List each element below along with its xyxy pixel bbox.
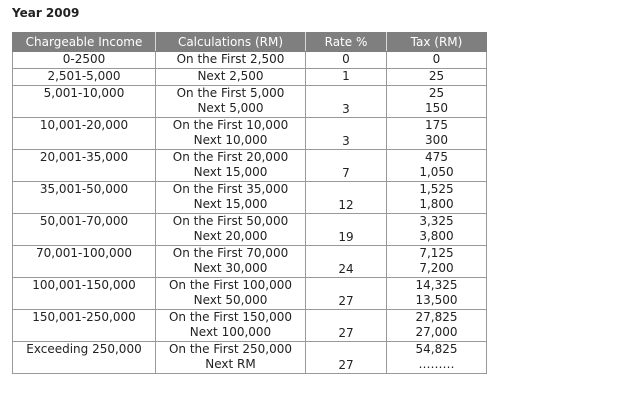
tax-cell bbox=[387, 214, 487, 246]
tax-line: 3,325 bbox=[419, 214, 454, 228]
calculation-line: On the First 150,000 bbox=[168, 310, 293, 324]
tax-cell bbox=[387, 310, 487, 342]
tax-line: 25 bbox=[428, 69, 445, 83]
calculation-line: Next 20,000 bbox=[193, 229, 268, 243]
rate-cell: 3 bbox=[306, 118, 387, 150]
tax-line: 300 bbox=[425, 133, 448, 147]
tax-line: ……… bbox=[418, 357, 455, 371]
tax-line: 27,825 bbox=[415, 310, 458, 324]
calculation-line: On the First 250,000 bbox=[168, 342, 293, 356]
tax-line: 150 bbox=[425, 101, 448, 115]
calculation-line: Next 30,000 bbox=[193, 261, 268, 275]
calculation-line: On the First 5,000 bbox=[176, 86, 285, 100]
tax-cell bbox=[387, 342, 487, 374]
calculation-cell bbox=[156, 69, 306, 86]
header-tax: Tax (RM) bbox=[387, 33, 487, 52]
tax-line: 0 bbox=[432, 52, 441, 66]
tax-cell bbox=[387, 246, 487, 278]
income-cell: 70,001-100,000 bbox=[13, 246, 156, 278]
table-row bbox=[13, 118, 487, 150]
income-cell: 35,001-50,000 bbox=[13, 182, 156, 214]
calculation-line: Next 50,000 bbox=[193, 293, 268, 307]
table-row bbox=[13, 342, 487, 374]
rate-cell: 1 bbox=[306, 69, 387, 86]
tax-cell bbox=[387, 118, 487, 150]
tax-line: 475 bbox=[425, 150, 448, 164]
income-cell: 10,001-20,000 bbox=[13, 118, 156, 150]
calculation-cell bbox=[156, 86, 306, 118]
tax-cell bbox=[387, 278, 487, 310]
calculation-cell bbox=[156, 182, 306, 214]
tax-cell bbox=[387, 182, 487, 214]
calculation-line: Next 10,000 bbox=[193, 133, 268, 147]
tax-line: 1,050 bbox=[419, 165, 454, 179]
calculation-cell bbox=[156, 150, 306, 182]
header-calculations: Calculations (RM) bbox=[156, 33, 306, 52]
tax-line: 25 bbox=[428, 86, 445, 100]
calculation-cell bbox=[156, 118, 306, 150]
calculation-line: On the First 2,500 bbox=[176, 52, 285, 66]
table-body bbox=[13, 52, 487, 374]
rate-cell: 0 bbox=[306, 52, 387, 69]
table-row bbox=[13, 86, 487, 118]
tax-line: 7,125 bbox=[419, 246, 454, 260]
table-row bbox=[13, 246, 487, 278]
tax-cell bbox=[387, 150, 487, 182]
calculation-line: On the First 35,000 bbox=[172, 182, 289, 196]
income-cell: 5,001-10,000 bbox=[13, 86, 156, 118]
table-row bbox=[13, 182, 487, 214]
rate-cell: 27 bbox=[306, 342, 387, 374]
income-cell: 0-2500 bbox=[13, 52, 156, 69]
calculation-cell bbox=[156, 52, 306, 69]
table-header-row bbox=[13, 33, 487, 52]
tax-line: 13,500 bbox=[415, 293, 458, 307]
calculation-line: On the First 70,000 bbox=[172, 246, 289, 260]
tax-cell bbox=[387, 52, 487, 69]
tax-cell bbox=[387, 69, 487, 86]
calculation-cell bbox=[156, 246, 306, 278]
calculation-line: Next RM bbox=[205, 357, 256, 371]
calculation-line: Next 2,500 bbox=[197, 69, 264, 83]
calculation-line: On the First 20,000 bbox=[172, 150, 289, 164]
calculation-line: On the First 100,000 bbox=[168, 278, 293, 292]
table-row bbox=[13, 278, 487, 310]
rate-cell: 27 bbox=[306, 310, 387, 342]
rate-cell: 3 bbox=[306, 86, 387, 118]
income-cell: 150,001-250,000 bbox=[13, 310, 156, 342]
tax-line: 54,825 bbox=[415, 342, 458, 356]
rate-cell: 24 bbox=[306, 246, 387, 278]
rate-cell: 27 bbox=[306, 278, 387, 310]
table-row bbox=[13, 150, 487, 182]
calculation-cell bbox=[156, 310, 306, 342]
calculation-cell bbox=[156, 214, 306, 246]
calculation-line: Next 15,000 bbox=[193, 165, 268, 179]
income-cell: Exceeding 250,000 bbox=[13, 342, 156, 374]
table-row bbox=[13, 69, 487, 86]
tax-line: 27,000 bbox=[415, 325, 458, 339]
tax-line: 175 bbox=[425, 118, 448, 132]
calculation-line: Next 5,000 bbox=[197, 101, 264, 115]
rate-cell: 19 bbox=[306, 214, 387, 246]
calculation-cell bbox=[156, 342, 306, 374]
calculation-line: Next 15,000 bbox=[193, 197, 268, 211]
calculation-line: On the First 50,000 bbox=[172, 214, 289, 228]
table-row bbox=[13, 310, 487, 342]
header-chargeable-income: Chargeable Income bbox=[13, 33, 156, 52]
tax-rate-table bbox=[12, 32, 487, 374]
rate-cell: 12 bbox=[306, 182, 387, 214]
income-cell: 2,501-5,000 bbox=[13, 69, 156, 86]
calculation-line: On the First 10,000 bbox=[172, 118, 289, 132]
rate-cell: 7 bbox=[306, 150, 387, 182]
income-cell: 20,001-35,000 bbox=[13, 150, 156, 182]
table-row bbox=[13, 52, 487, 69]
calculation-cell bbox=[156, 278, 306, 310]
income-cell: 100,001-150,000 bbox=[13, 278, 156, 310]
page-title: Year 2009 bbox=[12, 6, 80, 20]
tax-line: 14,325 bbox=[415, 278, 458, 292]
tax-line: 1,800 bbox=[419, 197, 454, 211]
header-rate: Rate % bbox=[306, 33, 387, 52]
tax-cell bbox=[387, 86, 487, 118]
tax-line: 1,525 bbox=[419, 182, 454, 196]
table-row bbox=[13, 214, 487, 246]
tax-line: 7,200 bbox=[419, 261, 454, 275]
calculation-line: Next 100,000 bbox=[189, 325, 272, 339]
income-cell: 50,001-70,000 bbox=[13, 214, 156, 246]
tax-line: 3,800 bbox=[419, 229, 454, 243]
